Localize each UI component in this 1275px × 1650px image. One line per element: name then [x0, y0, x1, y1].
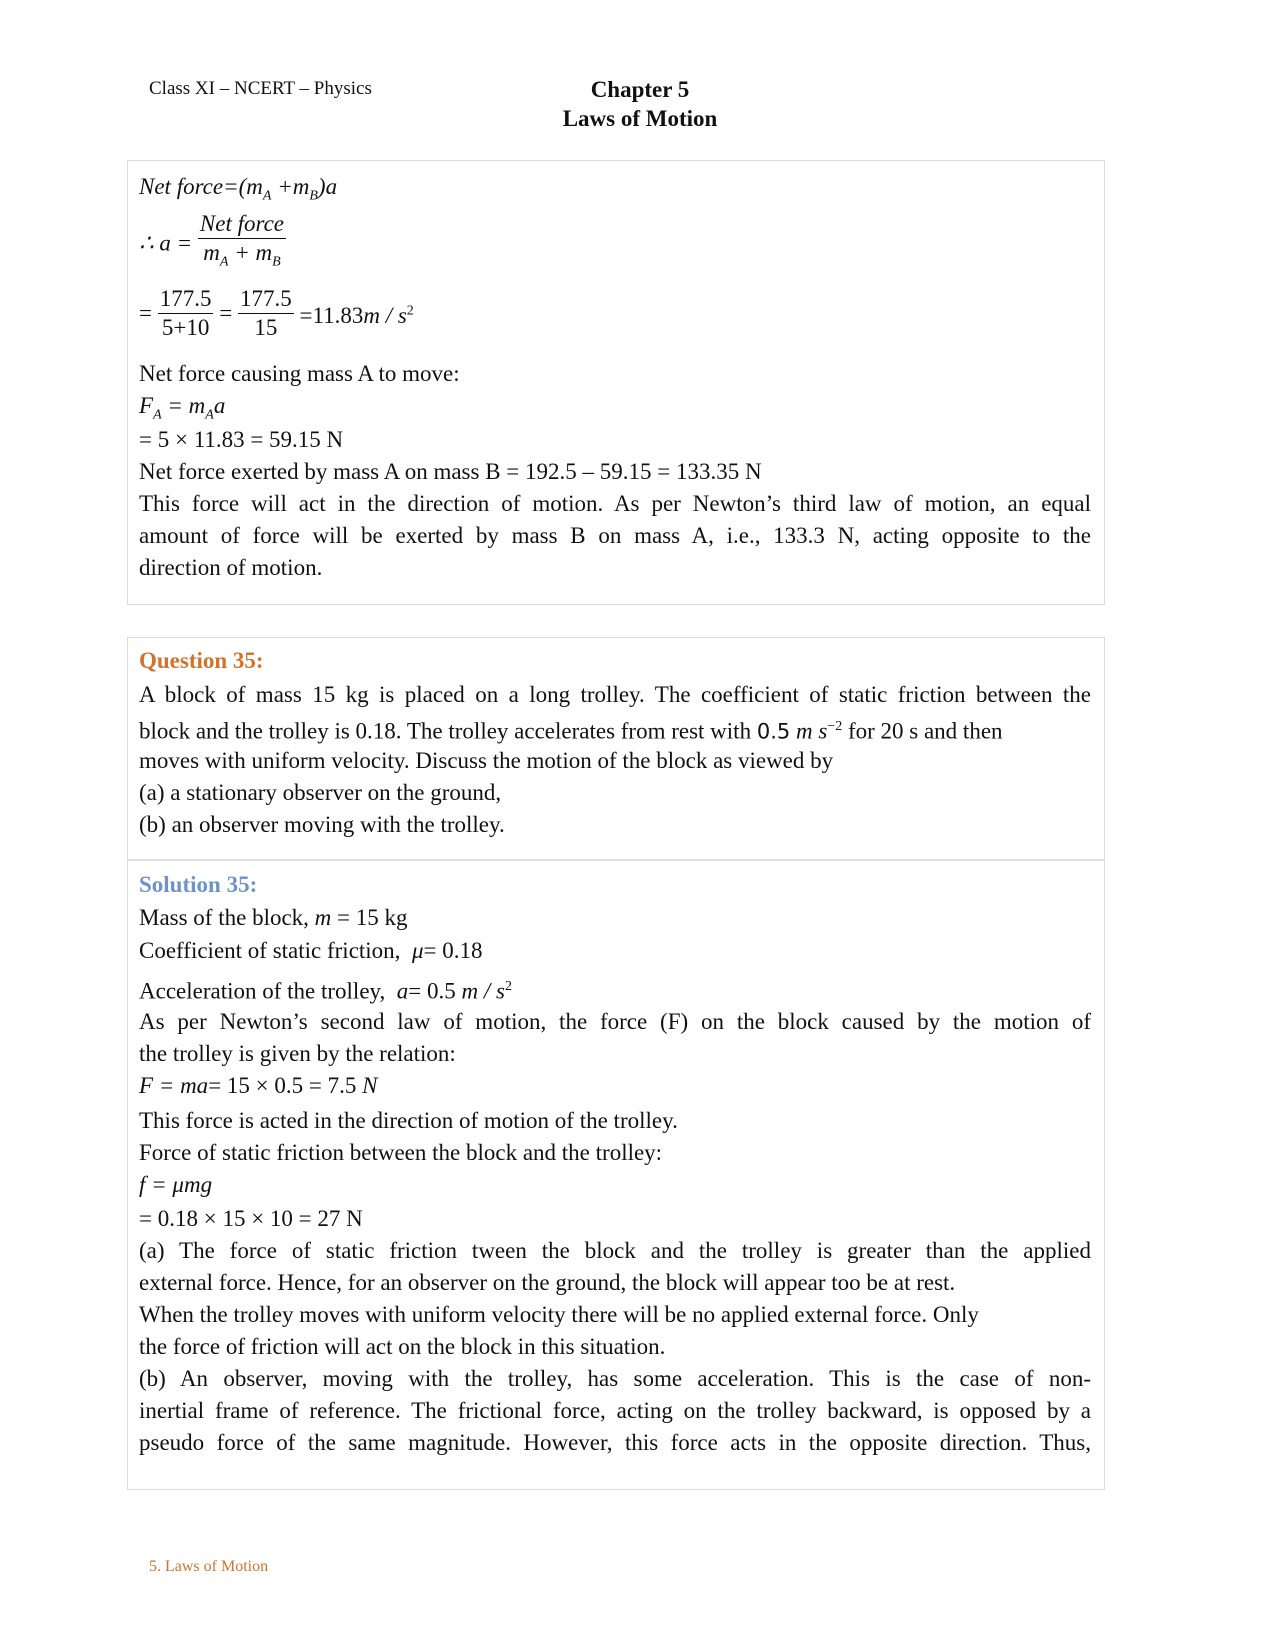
solution-heading: Solution 35: — [139, 872, 258, 897]
part-a-line: When the trolley moves with uniform velocity there will be no applied external force. Only — [139, 1302, 979, 1327]
part-b-line: pseudo force of the same magnitude. However, this force acts in the opposite direction. Thus, — [139, 1430, 1091, 1455]
para-line: amount of force will be exerted by mass B on mass A, i.e., 133.3 N, acting opposite to the — [139, 523, 1091, 548]
coefficient-line: Coefficient of static friction, μ= 0.18 — [139, 938, 483, 963]
net-force-ab: Net force exerted by mass A on mass B = 192.5 – 59.15 = 133.35 N — [139, 459, 762, 484]
para-line: direction of motion. — [139, 555, 323, 580]
para-line: This force will act in the direction of motion. As per Newton’s third law of motion, an equal — [139, 491, 1091, 516]
newton-line: As per Newton’s second law of motion, the force (F) on the block caused by the motion of — [139, 1009, 1091, 1034]
eq-acceleration: ∴ a = $\frac{\text{Net force}}{m_A + m_B}$ — [139, 211, 284, 270]
newton-line: the trolley is given by the relation: — [139, 1041, 456, 1066]
force-equation: F = ma= 15 × 0.5 = 7.5 N — [139, 1073, 378, 1098]
question-heading: Question 35: — [139, 648, 264, 673]
question-line: (b) an observer moving with the trolley. — [139, 812, 505, 837]
net-force-mass-a-text: Net force causing mass A to move: — [139, 361, 460, 386]
chapter-number: Chapter 5 — [590, 77, 690, 102]
eq-fa: $F_A = m_Aa$ — [139, 393, 226, 423]
eq-net-force: Net $force=(m_A +m_B)a$ — [139, 174, 338, 204]
part-a-line: external force. Hence, for an observer on the ground, the block will appear too be at rest. — [139, 1270, 956, 1295]
question-line: block and the trolley is 0.18. The trolley accelerates from rest with 0.5 m $s^{-2}$ for 20 s and then — [139, 718, 1003, 744]
part-a-line: the force of friction will act on the block in this situation. — [139, 1334, 666, 1359]
chapter-title: Laws of Motion — [562, 106, 718, 131]
fa-calc: = 5 × 11.83 = 59.15 N — [139, 427, 344, 452]
friction-line: Force of static friction between the block and the trolley: — [139, 1140, 663, 1165]
friction-calc: = 0.18 × 15 × 10 = 27 N — [139, 1206, 363, 1231]
eq-acceleration-calc: = $\frac{177.5}{5+10}$ = $\frac{177.5}{15}$ $=11.83m / s^2$ — [139, 286, 414, 340]
part-b-line: (b) An observer, moving with the trolley, has some acceleration. This is the case of non- — [139, 1366, 1091, 1391]
direction-line: This force is acted in the direction of motion of the trolley. — [139, 1108, 678, 1133]
question-line: (a) a stationary observer on the ground, — [139, 780, 502, 805]
acceleration-line: Acceleration of the trolley, a= 0.5 m / $s^2$ — [139, 978, 512, 1004]
friction-equation: f = μmg — [139, 1172, 213, 1197]
part-b-line: inertial frame of reference. The frictional force, acting on the trolley backward, is opposed by a — [139, 1398, 1091, 1423]
part-a-line: (a) The force of static friction tween the block and the trolley is greater than the applied — [139, 1238, 1091, 1263]
question-line: moves with uniform velocity. Discuss the motion of the block as viewed by — [139, 748, 834, 773]
page-footer: 5. Laws of Motion — [149, 1558, 269, 1575]
chapter-heading — [540, 75, 740, 133]
question-line: A block of mass 15 kg is placed on a long trolley. The coefficient of static friction between the — [139, 682, 1091, 707]
header-left: Class XI – NCERT – Physics — [149, 78, 372, 99]
mass-line: Mass of the block, m = 15 kg — [139, 905, 408, 930]
